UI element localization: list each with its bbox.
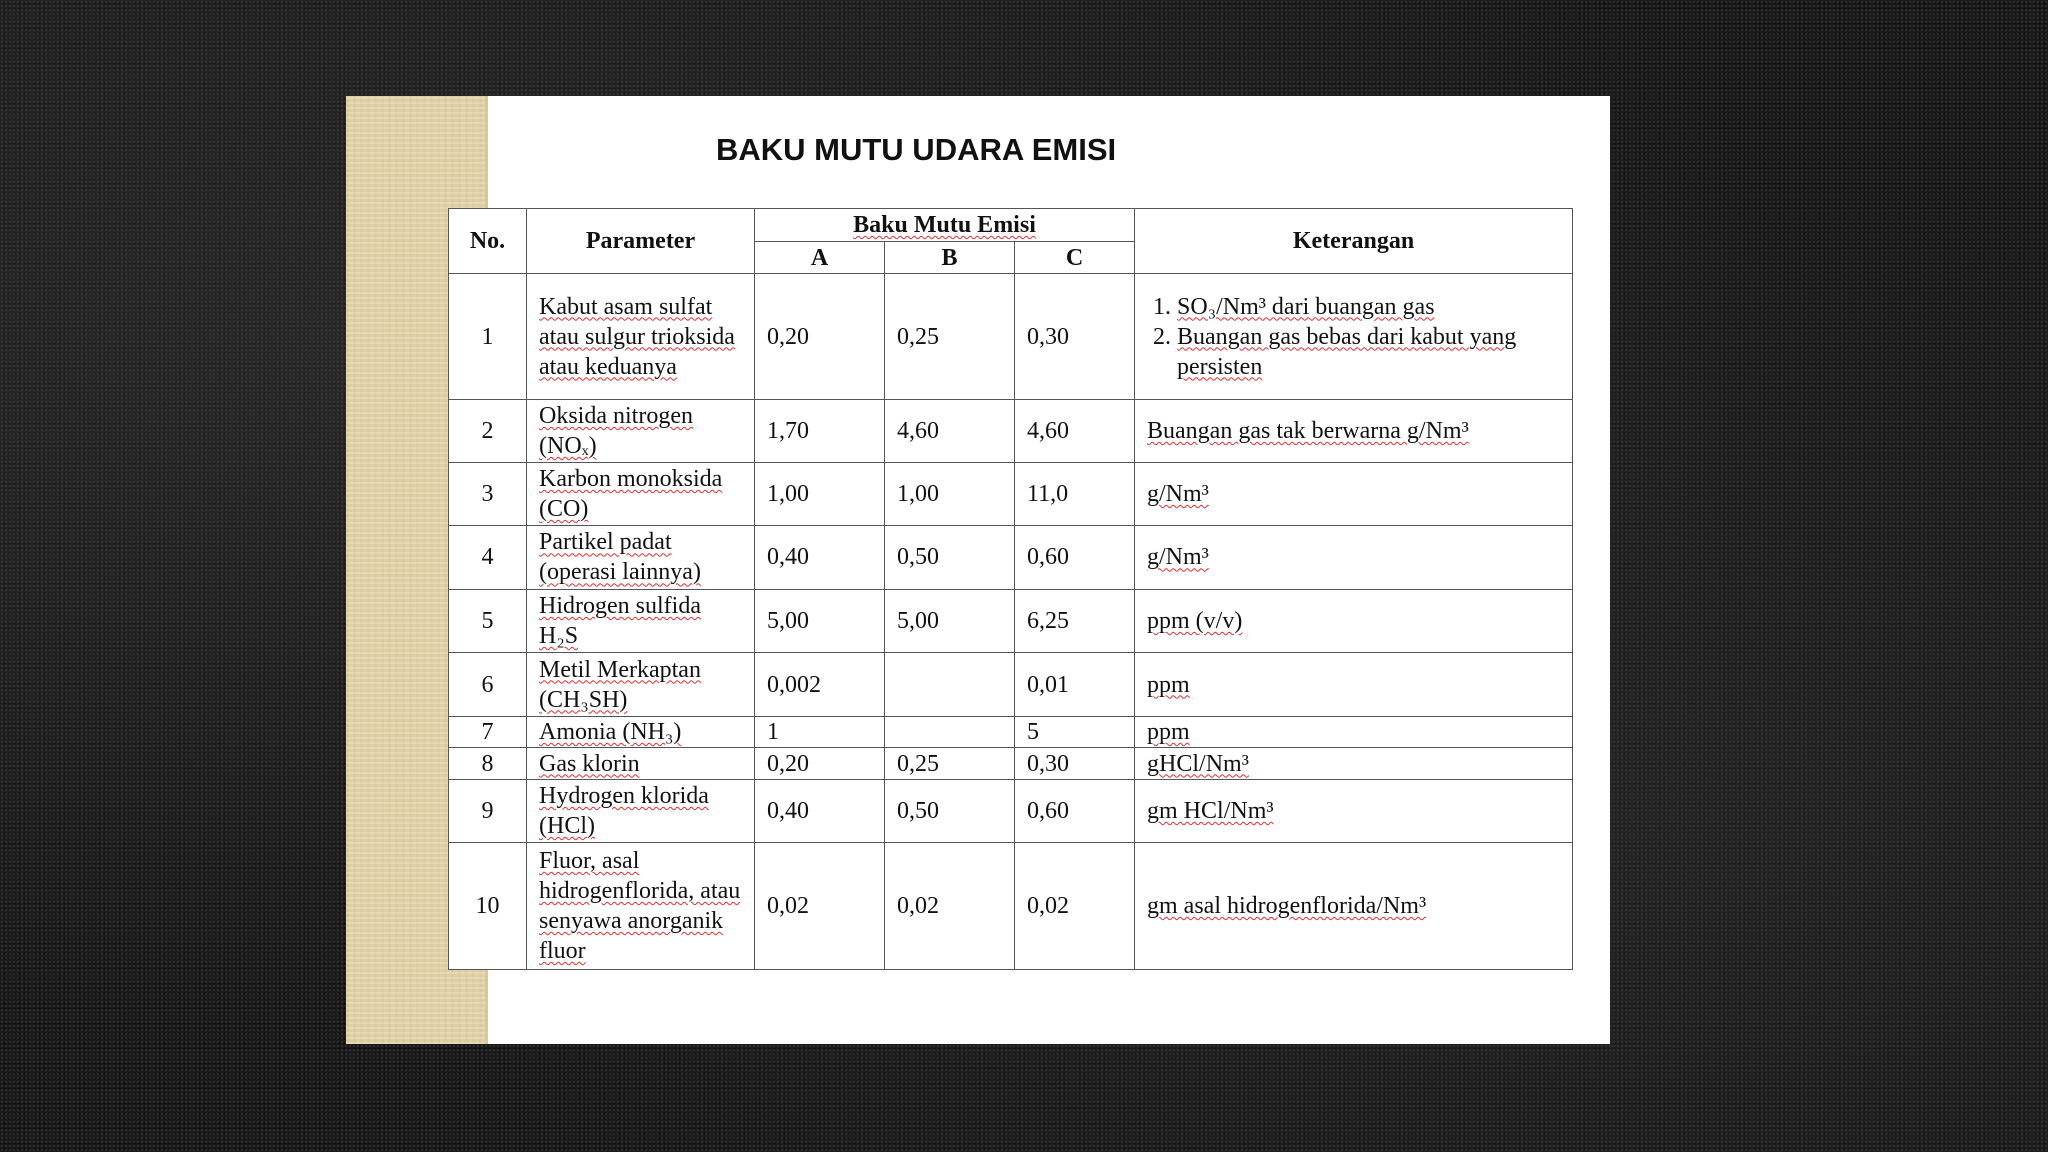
cell-value-c: 6,25 <box>1015 589 1135 653</box>
cell-value-c: 0,60 <box>1015 526 1135 590</box>
cell-value-c: 0,60 <box>1015 780 1135 843</box>
header-c: C <box>1015 242 1135 274</box>
header-keterangan: Keterangan <box>1135 209 1573 274</box>
cell-parameter <box>527 462 755 526</box>
cell-keterangan <box>1135 842 1573 969</box>
keterangan-note-text: SO₃/Nm³ dari buangan gas <box>1177 293 1435 320</box>
cell-parameter-text: Amonia (NH₃) <box>539 718 682 745</box>
cell-value-b: 1,00 <box>885 462 1015 526</box>
cell-keterangan-text: Buangan gas tak berwarna g/Nm³ <box>1147 417 1469 444</box>
cell-no: 5 <box>449 589 527 653</box>
cell-value-c: 11,0 <box>1015 462 1135 526</box>
cell-parameter-text: Hydrogen klorida (HCl) <box>539 783 709 840</box>
header-b: B <box>885 242 1015 274</box>
cell-keterangan-text: gm HCl/Nm³ <box>1147 798 1274 825</box>
header-group-baku-mutu-emisi <box>755 209 1135 242</box>
cell-value-a: 1 <box>755 716 885 747</box>
header-no: No. <box>449 209 527 274</box>
cell-parameter-text: Kabut asam sulfat atau sulgur trioksida atau keduanya <box>539 293 735 380</box>
table-body <box>449 274 1573 970</box>
cell-keterangan <box>1135 589 1573 653</box>
cell-keterangan <box>1135 274 1573 400</box>
cell-no: 3 <box>449 462 527 526</box>
cell-value-b <box>885 653 1015 717</box>
cell-value-a: 1,00 <box>755 462 885 526</box>
table-row <box>449 748 1573 780</box>
header-group-label: Baku Mutu Emisi <box>853 212 1036 238</box>
cell-parameter-text: Oksida nitrogen (NOₓ) <box>539 402 693 459</box>
cell-no: 8 <box>449 748 527 780</box>
keterangan-note-text: Buangan gas bebas dari kabut yang persisten <box>1177 323 1517 380</box>
cell-keterangan <box>1135 716 1573 747</box>
cell-keterangan <box>1135 780 1573 843</box>
cell-keterangan <box>1135 400 1573 463</box>
table-row <box>449 274 1573 400</box>
cell-keterangan-text: g/Nm³ <box>1147 480 1209 507</box>
cell-value-c: 0,30 <box>1015 274 1135 400</box>
cell-keterangan <box>1135 653 1573 717</box>
cell-value-a: 0,40 <box>755 526 885 590</box>
cell-no: 10 <box>449 842 527 969</box>
cell-value-c: 0,30 <box>1015 748 1135 780</box>
cell-parameter-text: Hidrogen sulfida H₂S <box>539 592 701 649</box>
cell-keterangan <box>1135 748 1573 780</box>
cell-value-c: 0,01 <box>1015 653 1135 717</box>
cell-value-b: 0,50 <box>885 780 1015 843</box>
cell-value-a: 5,00 <box>755 589 885 653</box>
cell-parameter <box>527 780 755 843</box>
cell-parameter-text: Gas klorin <box>539 750 640 777</box>
table-row <box>449 526 1573 590</box>
cell-no: 4 <box>449 526 527 590</box>
table-row <box>449 400 1573 463</box>
keterangan-notes-list <box>1147 292 1560 382</box>
cell-keterangan-text: gHCl/Nm³ <box>1147 750 1249 777</box>
cell-no: 7 <box>449 716 527 747</box>
header-parameter: Parameter <box>527 209 755 274</box>
emission-standards-table <box>448 208 1573 970</box>
cell-value-b: 0,50 <box>885 526 1015 590</box>
table-row <box>449 842 1573 969</box>
cell-no: 1 <box>449 274 527 400</box>
cell-parameter <box>527 274 755 400</box>
cell-value-a: 0,20 <box>755 748 885 780</box>
table-row <box>449 780 1573 843</box>
keterangan-note-item <box>1177 292 1560 322</box>
document-slide <box>346 96 1610 1044</box>
cell-parameter <box>527 842 755 969</box>
cell-parameter <box>527 748 755 780</box>
cell-parameter <box>527 653 755 717</box>
cell-value-a: 0,002 <box>755 653 885 717</box>
cell-value-b: 4,60 <box>885 400 1015 463</box>
cell-value-a: 1,70 <box>755 400 885 463</box>
table-row <box>449 589 1573 653</box>
cell-value-b: 0,25 <box>885 748 1015 780</box>
cell-parameter-text: Karbon monoksida (CO) <box>539 465 723 522</box>
cell-keterangan-text: ppm <box>1147 718 1190 745</box>
page-title: BAKU MUTU UDARA EMISI <box>716 132 1117 167</box>
cell-keterangan <box>1135 526 1573 590</box>
cell-value-b: 0,25 <box>885 274 1015 400</box>
cell-keterangan-text: ppm (v/v) <box>1147 607 1243 634</box>
cell-value-c: 4,60 <box>1015 400 1135 463</box>
table-row <box>449 653 1573 717</box>
cell-parameter <box>527 589 755 653</box>
cell-no: 2 <box>449 400 527 463</box>
cell-value-a: 0,02 <box>755 842 885 969</box>
cell-parameter-text: Partikel padat (operasi lainnya) <box>539 529 701 586</box>
keterangan-note-item <box>1177 322 1560 382</box>
cell-parameter <box>527 400 755 463</box>
cell-parameter <box>527 716 755 747</box>
cell-parameter <box>527 526 755 590</box>
cell-keterangan-text: ppm <box>1147 671 1190 698</box>
cell-no: 9 <box>449 780 527 843</box>
cell-no: 6 <box>449 653 527 717</box>
cell-parameter-text: Metil Merkaptan (CH₃SH) <box>539 656 701 713</box>
cell-value-a: 0,40 <box>755 780 885 843</box>
cell-keterangan-text: gm asal hidrogenflorida/Nm³ <box>1147 892 1427 919</box>
cell-value-b: 0,02 <box>885 842 1015 969</box>
table-row <box>449 462 1573 526</box>
cell-keterangan-text: g/Nm³ <box>1147 544 1209 571</box>
header-a: A <box>755 242 885 274</box>
cell-value-a: 0,20 <box>755 274 885 400</box>
cell-value-b <box>885 716 1015 747</box>
cell-keterangan <box>1135 462 1573 526</box>
cell-parameter-text: Fluor, asal hidrogenflorida, atau senyawa anorganik fluor <box>539 847 741 964</box>
cell-value-c: 5 <box>1015 716 1135 747</box>
table-row <box>449 716 1573 747</box>
cell-value-b: 5,00 <box>885 589 1015 653</box>
cell-value-c: 0,02 <box>1015 842 1135 969</box>
